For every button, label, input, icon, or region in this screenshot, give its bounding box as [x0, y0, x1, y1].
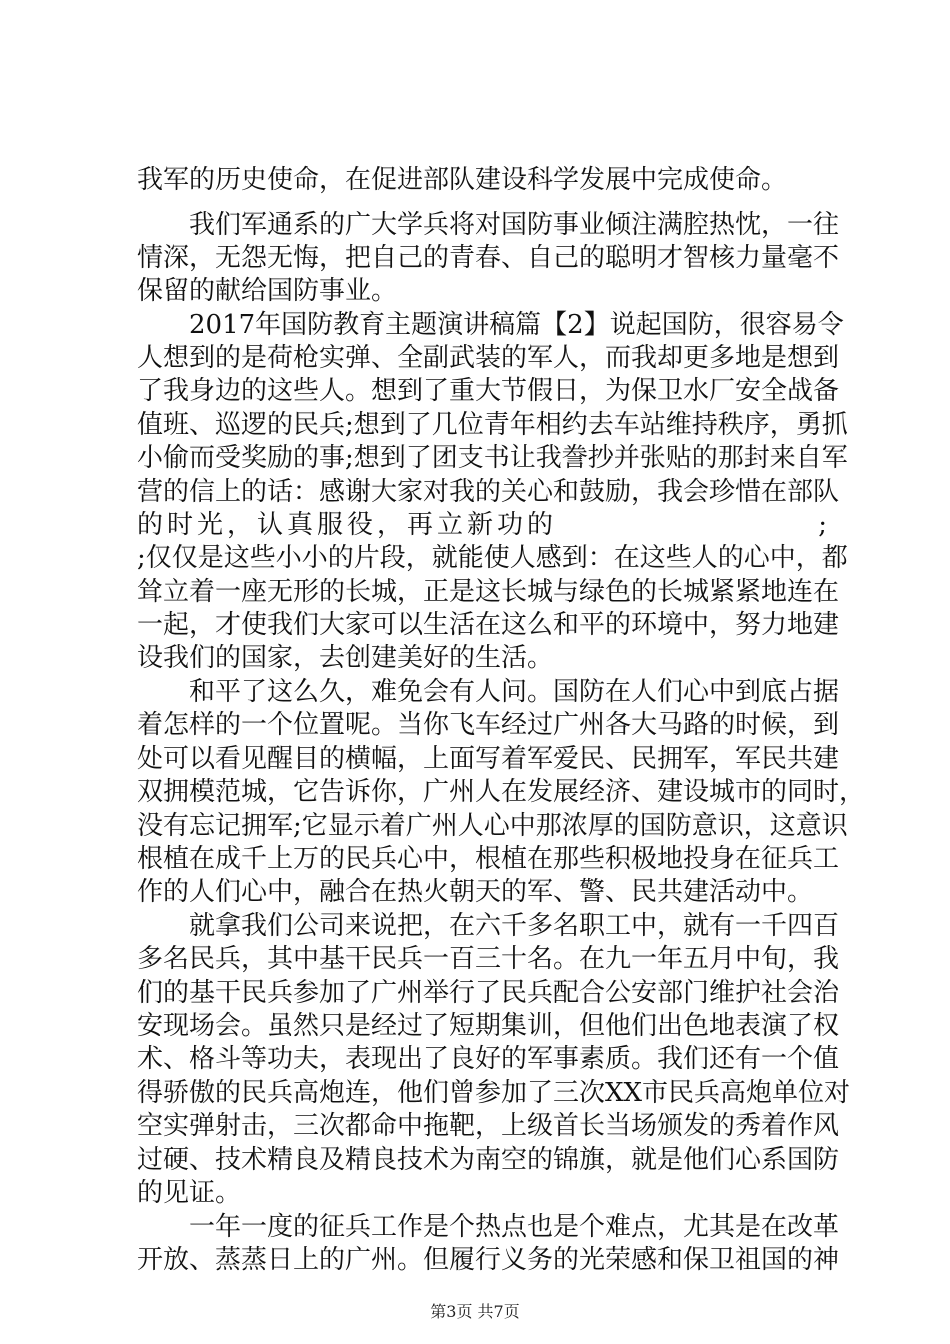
- text-line: 一年一度的征兵工作是个热点也是个难点，尤其是在改革: [137, 1212, 840, 1242]
- text-line: 就拿我们公司来说把，在六千多名职工中，就有一千四百: [137, 911, 840, 941]
- text-line: 双拥模范城，它告诉你，广州人在发展经济、建设城市的同时，: [137, 777, 866, 807]
- text-line: 值班、巡逻的民兵;想到了几位青年相约去车站维持秩序，勇抓: [137, 410, 848, 440]
- text-line: 作的人们心中，融合在热火朝天的军、警、民共建活动中。: [137, 877, 814, 907]
- text-line-left: 的时光，认真服役，再立新功的: [137, 510, 558, 540]
- text-line: 没有忘记拥军;它显示着广州人心中那浓厚的国防意识，这意识: [137, 811, 848, 841]
- text-line: 处可以看见醒目的横幅，上面写着军爱民、民拥军，军民共建: [137, 744, 840, 774]
- text-line-right: ;: [818, 510, 827, 540]
- text-line: 们的基干民兵参加了广州举行了民兵配合公安部门维护社会治: [137, 978, 840, 1008]
- text-line: 人想到的是荷枪实弹、全副武装的军人，而我却更多地是想到: [137, 343, 840, 373]
- text-line: 了我身边的这些人。想到了重大节假日，为保卫水厂安全战备: [137, 376, 840, 406]
- text-line-split: [137, 507, 827, 543]
- text-line: 过硬、技术精良及精良技术为南空的锦旗，就是他们心系国防: [137, 1145, 840, 1175]
- text-line: 着怎样的一个位置呢。当你飞车经过广州各大马路的时候，到: [137, 710, 840, 740]
- text-line: 术、格斗等功夫，表现出了良好的军事素质。我们还有一个值: [137, 1044, 840, 1074]
- text-line: 设我们的国家，去创建美好的生活。: [137, 643, 554, 673]
- text-line: 安现场会。虽然只是经过了短期集训，但他们出色地表演了权: [137, 1011, 840, 1041]
- text-line: 我军的历史使命，在促进部队建设科学发展中完成使命。: [137, 165, 788, 195]
- text-line: 保留的献给国防事业。: [137, 276, 398, 306]
- text-line: 多名民兵，其中基干民兵一百三十名。在九一年五月中旬，我: [137, 944, 840, 974]
- text-line: 的见证。: [137, 1178, 242, 1208]
- text-line: 小偷而受奖励的事;想到了团支书让我誊抄并张贴的那封来自军: [137, 443, 848, 473]
- text-line: 得骄傲的民兵高炮连，他们曾参加了三次XX市民兵高炮单位对: [137, 1078, 851, 1108]
- text-line: 根植在成千上万的民兵心中，根植在那些积极地投身在征兵工: [137, 844, 840, 874]
- text-line: ;仅仅是这些小小的片段，就能使人感到：在这些人的心中，都: [137, 543, 848, 573]
- text-line: 空实弹射击，三次都命中拖靶，上级首长当场颁发的秀着作风: [137, 1111, 840, 1141]
- text-line: 和平了这么久，难免会有人问。国防在人们心中到底占据: [137, 677, 840, 707]
- page-footer: 第3页 共7页: [430, 1302, 520, 1321]
- text-line: 2017年国防教育主题演讲稿篇【2】说起国防，很容易令: [137, 310, 844, 340]
- text-line: 营的信上的话：感谢大家对我的关心和鼓励，我会珍惜在部队: [137, 477, 840, 507]
- text-line: 开放、蒸蒸日上的广州。但履行义务的光荣感和保卫祖国的神: [137, 1245, 840, 1275]
- text-line: 一起，才使我们大家可以生活在这么和平的环境中，努力地建: [137, 610, 840, 640]
- text-line: 耸立着一座无形的长城，正是这长城与绿色的长城紧紧地连在: [137, 577, 840, 607]
- text-line: 我们军通系的广大学兵将对国防事业倾注满腔热忱，一往: [137, 210, 840, 240]
- text-line: 情深，无怨无悔，把自己的青春、自己的聪明才智核力量毫不: [137, 243, 840, 273]
